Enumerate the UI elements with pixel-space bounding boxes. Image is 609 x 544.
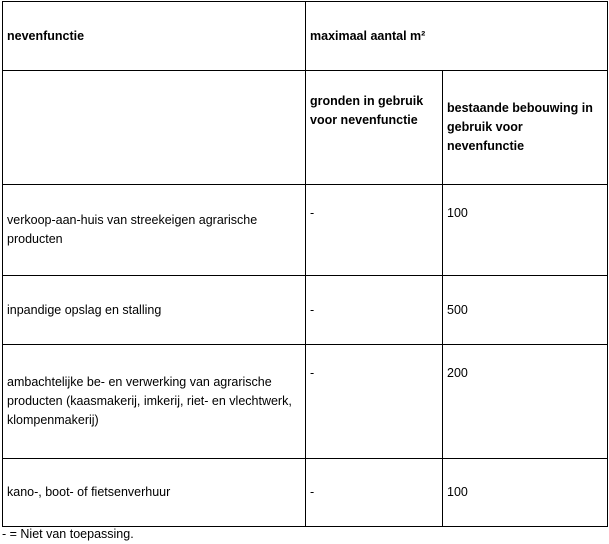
row-buildings: 100	[443, 185, 608, 276]
header-max-area: maximaal aantal m²	[306, 2, 608, 71]
row-function: inpandige opslag en stalling	[3, 276, 306, 345]
nevenfunctie-table	[2, 1, 608, 527]
row-buildings: 200	[443, 345, 608, 459]
header-function: nevenfunctie	[3, 2, 306, 71]
row-grounds: -	[306, 185, 443, 276]
row-buildings: 500	[443, 276, 608, 345]
row-function: kano-, boot- of fietsenverhuur	[3, 459, 306, 527]
row-function: verkoop-aan-huis van streekeigen agrarische producten	[3, 185, 306, 276]
table-row	[3, 276, 608, 345]
row-grounds: -	[306, 459, 443, 527]
subheader-empty-cell	[3, 71, 306, 185]
row-grounds: -	[306, 276, 443, 345]
table-row	[3, 459, 608, 527]
header-buildings: bestaande bebouwing in gebruik voor nevenfunctie	[443, 71, 608, 185]
header-grounds: gronden in gebruik voor nevenfunctie	[306, 71, 443, 185]
footnote: - = Niet van toepassing.	[2, 527, 134, 541]
table-subheader-row	[3, 71, 608, 185]
row-buildings: 100	[443, 459, 608, 527]
row-grounds: -	[306, 345, 443, 459]
table-header-row	[3, 2, 608, 71]
table-row	[3, 345, 608, 459]
table-row	[3, 185, 608, 276]
row-function: ambachtelijke be- en verwerking van agrarische producten (kaasmakerij, imkerij, riet- en vlechtwerk, klompenmakerij)	[3, 345, 306, 459]
